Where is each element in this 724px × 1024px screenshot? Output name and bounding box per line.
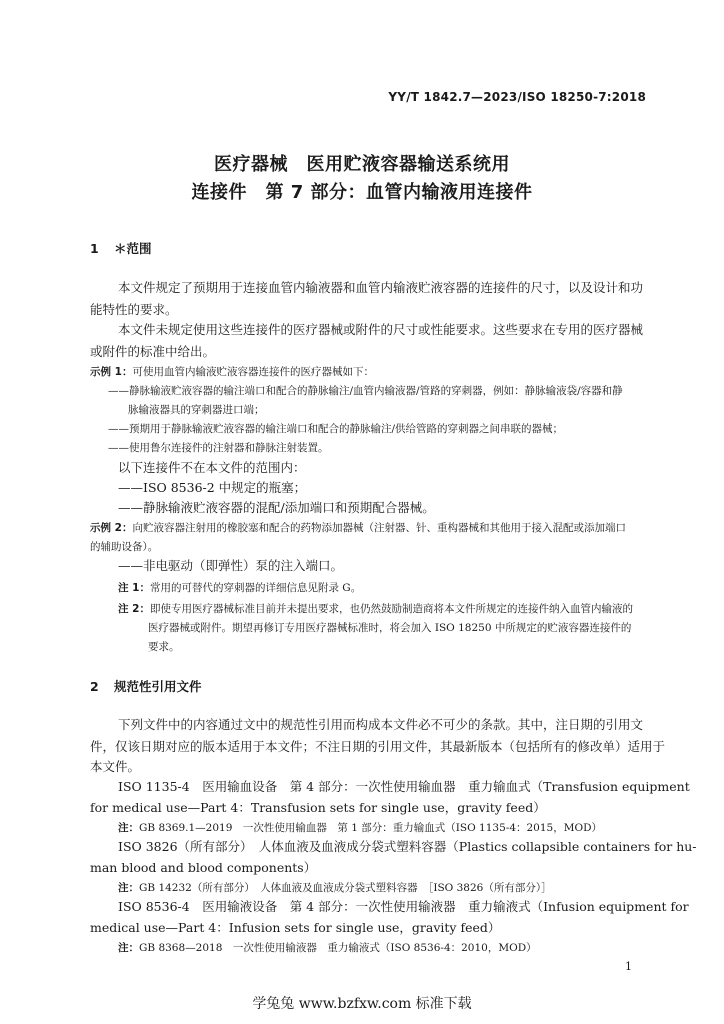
footer-watermark: 学兔兔 www.bzfxw.com 标准下载: [252, 996, 472, 1012]
note-label: 注：: [118, 822, 139, 834]
paragraph-continued: 件，仅该日期对应的版本适用于本文件；不注日期的引用文件，其最新版本（包括所有的修改单）适用于: [90, 739, 666, 754]
list-item: ——ISO 8536-2 中规定的瓶塞；: [118, 480, 307, 495]
example-label: 示例 2：: [90, 522, 133, 534]
section-2-heading: [90, 677, 202, 695]
reference-note: [118, 820, 602, 835]
example-text: 向贮液容器注射用的橡胶塞和配合的药物添加器械（注射器、针、重构器械和其他用于接入混配或添加端口: [132, 522, 626, 534]
note-label: 注 2：: [118, 603, 150, 615]
note-text: GB 8369.1—2019 一次性使用输血器 第 1 部分：重力输血式（ISO 1135-4：2015，MOD）: [139, 822, 602, 834]
reference-note: [118, 940, 537, 955]
reference-entry-continued: for medical use—Part 4：Transfusion sets for single use，gravity feed）: [90, 800, 546, 815]
paragraph: 以下连接件不在本文件的范围内：: [118, 460, 306, 475]
note-2: [118, 601, 633, 616]
paragraph: 下列文件中的内容通过文中的规范性引用而构成本文件必不可少的条款。其中，注日期的引用文: [118, 717, 644, 732]
reference-entry: ISO 3826（所有部分） 人体血液及血液成分袋式塑料容器（Plastics collapsible containers for hu-: [118, 839, 697, 854]
section-number: 1: [90, 241, 99, 256]
list-item: ——静脉输液贮液容器的混配/添加端口和预期配合器械。: [118, 500, 435, 515]
list-item-continued: 脉输液器具的穿刺器进口端；: [128, 404, 265, 416]
paragraph-continued: 或附件的标准中给出。: [90, 344, 216, 359]
title-line-1: 医疗器械 医用贮液容器输送系统用: [214, 154, 510, 175]
paragraph: 本文件未规定使用这些连接件的医疗器械或附件的尺寸或性能要求。这些要求在专用的医疗器械: [118, 322, 644, 337]
standard-code: YY/T 1842.7—2023/ISO 18250-7:2018: [388, 90, 646, 104]
example-continued: 的辅助设备）。: [90, 541, 159, 553]
list-item: ——非电驱动（即弹性）泵的注入端口。: [118, 558, 344, 573]
paragraph-continued: 能特性的要求。: [90, 302, 178, 317]
note-continued: 医疗器械或附件。期望再修订专用医疗器械标准时，将会加入 ISO 18250 中所规定的贮液容器连接件的: [148, 622, 632, 634]
section-number: 2: [90, 679, 99, 694]
example-2: [90, 520, 626, 535]
reference-entry: ISO 8536-4 医用输液设备 第 4 部分：一次性使用输液器 重力输液式（Infusion equipment for: [118, 899, 689, 914]
section-title: 规范性引用文件: [114, 679, 202, 694]
note-label: 注：: [118, 942, 139, 954]
note-1: [118, 580, 361, 595]
title-line-2: 连接件 第 7 部分：血管内输液用连接件: [191, 182, 533, 203]
note-text: GB 8368—2018 一次性使用输液器 重力输液式（ISO 8536-4：2010，MOD）: [139, 942, 537, 954]
note-text: 即使专用医疗器械标准目前并未提出要求，也仍然鼓励制造商将本文件所规定的连接件纳入血管内输液的: [149, 603, 633, 615]
note-text: 常用的可替代的穿刺器的详细信息见附录 G。: [149, 582, 362, 594]
page-number: 1: [625, 960, 632, 973]
reference-entry: ISO 1135-4 医用输血设备 第 4 部分：一次性使用输血器 重力输血式（Transfusion equipment: [118, 779, 690, 794]
example-label: 示例 1：: [90, 366, 133, 378]
section-1-heading: [90, 239, 152, 257]
example-1: [90, 364, 374, 379]
paragraph-continued: 本文件。: [90, 759, 141, 774]
section-title: ＊范围: [114, 241, 152, 256]
note-label: 注 1：: [118, 582, 150, 594]
list-item: ——静脉输液贮液容器的输注端口和配合的静脉输注/血管内输液器/管路的穿刺器，例如：静脉输液袋/容器和静: [108, 385, 623, 397]
paragraph: 本文件规定了预期用于连接血管内输液器和血管内输液贮液容器的连接件的尺寸，以及设计和功: [118, 280, 644, 295]
note-label: 注：: [118, 882, 139, 894]
note-text: GB 14232（所有部分） 人体血液及血液成分袋式塑料容器 ［ISO 3826（所有部分）］: [139, 882, 552, 894]
note-continued: 要求。: [148, 641, 180, 653]
reference-entry-continued: medical use—Part 4：Infusion sets for single use，gravity feed）: [90, 920, 501, 935]
list-item: ——预期用于静脉输液贮液容器的输注端口和配合的静脉输注/供给管路的穿刺器之间串联的器械；: [108, 423, 564, 435]
reference-entry-continued: man blood and blood components）: [90, 860, 317, 875]
list-item: ——使用鲁尔连接件的注射器和静脉注射装置。: [108, 442, 329, 454]
example-text: 可使用血管内输液贮液容器连接件的医疗器械如下：: [132, 366, 374, 378]
reference-note: [118, 880, 552, 895]
